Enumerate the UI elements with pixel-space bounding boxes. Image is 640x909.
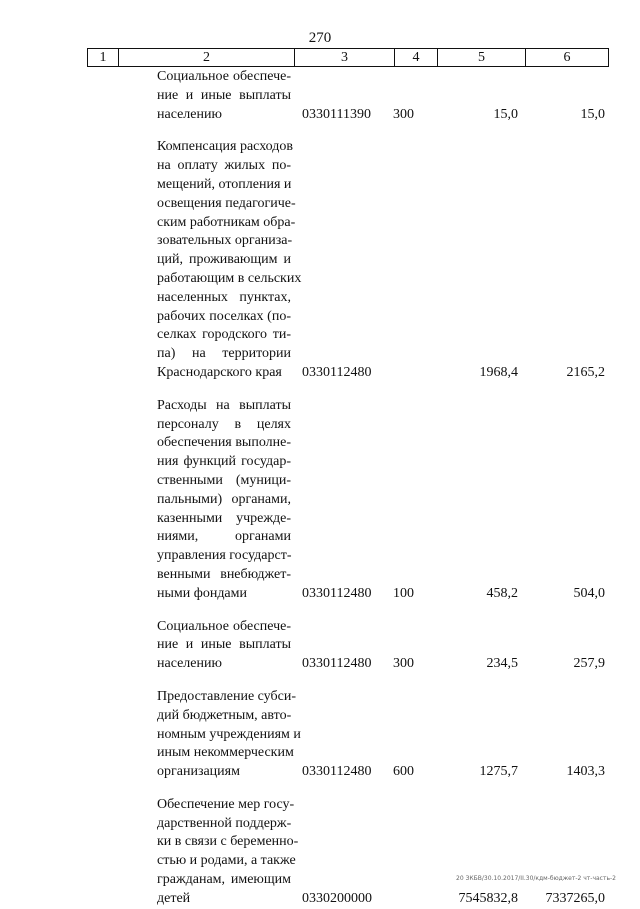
table-row [87, 688, 609, 782]
row-amount-col-6: 7337265,0 [545, 890, 605, 906]
row-name-line: дарственной поддерж- [157, 815, 292, 831]
row-amount-col-6: 2165,2 [566, 364, 605, 380]
row-code: 0330112480 [302, 364, 372, 380]
table-row [87, 68, 609, 124]
row-name-line: дий бюджетным, авто- [157, 707, 292, 723]
row-expense-type: 300 [393, 656, 414, 672]
row-name-line: на оплату жилых по- [157, 158, 291, 174]
row-name-line: рабочих поселках (по- [157, 308, 291, 324]
row-name-line: ния функций государ- [157, 454, 291, 470]
header-col-3: 3 [294, 49, 394, 66]
row-name-line: ственными (муници- [157, 472, 291, 488]
row-amount-col-5: 15,0 [493, 106, 518, 122]
row-name-line: иным некоммерческим [157, 745, 294, 761]
row-name-line: детей [157, 890, 191, 906]
row-name-line: номным учреждениям и [157, 726, 301, 742]
row-expense-type: 100 [393, 585, 414, 601]
table-row [87, 138, 609, 382]
row-name-line: Социальное обеспече- [157, 618, 291, 634]
row-expense-type: 600 [393, 764, 414, 780]
row-name-line: ским работникам обра- [157, 214, 296, 230]
row-name-line: населению [157, 656, 222, 672]
row-name [117, 688, 301, 782]
row-name-line: освещения педагогиче- [157, 195, 296, 211]
row-name [117, 397, 293, 604]
budget-table-body [87, 68, 609, 909]
row-name-line: мещений, отопления и [157, 176, 292, 192]
row-name-line: Краснодарского края [157, 364, 282, 380]
row-name-line: ние и иные выплаты [157, 87, 291, 103]
row-amount-col-5: 7545832,8 [458, 890, 518, 906]
row-name-line: ниями, органами [157, 529, 291, 545]
header-col-5: 5 [437, 49, 525, 66]
row-amount-col-6: 504,0 [573, 585, 605, 601]
row-amount-col-6: 1403,3 [566, 764, 605, 780]
row-name-line: Обеспечение мер госу- [157, 796, 295, 812]
row-amount-col-5: 1968,4 [479, 364, 518, 380]
row-name-line: па) на территории [157, 346, 291, 362]
row-name-line: гражданам, имеющим [157, 872, 291, 888]
table-row [87, 796, 609, 909]
header-col-2: 2 [118, 49, 294, 66]
row-name-line: Предоставление субси- [157, 688, 296, 704]
header-col-4: 4 [394, 49, 437, 66]
row-name-line: организациям [157, 764, 240, 780]
row-amount-col-5: 234,5 [486, 656, 518, 672]
row-name-line: пальными) органами, [157, 491, 291, 507]
row-name [117, 796, 299, 909]
row-name-line: ние и иные выплаты [157, 637, 291, 653]
row-code: 0330200000 [302, 890, 372, 906]
row-code: 0330112480 [302, 585, 372, 601]
row-name-line: зовательных организа- [157, 233, 293, 249]
row-amount-col-6: 257,9 [573, 656, 605, 672]
header-col-1: 1 [99, 50, 107, 65]
row-name-line: казенными учрежде- [157, 510, 291, 526]
footer-note: 20 ЗКБВ/30.10.2017/II.30/кдм-бюджет-2 чт-часть-2 [456, 875, 616, 882]
row-name-line: персоналу в целях [157, 416, 291, 432]
row-name-line: ными фондами [157, 585, 248, 601]
table-row [87, 618, 609, 674]
row-name-line: Расходы на выплаты [157, 397, 291, 413]
row-name-line: Компенсация расходов [157, 139, 293, 155]
row-name-line: Социальное обеспече- [157, 69, 291, 84]
row-name-line: работающим в сельских [157, 270, 302, 286]
row-name-line: стью и родами, а также [157, 853, 296, 869]
row-name [117, 138, 302, 382]
row-name-line: населенных пунктах, [157, 289, 291, 305]
row-name-line: венными внебюджет- [157, 566, 291, 582]
row-name-line: обеспечения выполне- [157, 435, 291, 451]
row-amount-col-5: 1275,7 [479, 764, 518, 780]
row-code: 0330111390 [302, 106, 371, 122]
row-name [117, 68, 293, 124]
table-row [87, 397, 609, 604]
header-col-6: 6 [525, 49, 608, 66]
row-name [117, 618, 293, 674]
row-code: 0330112480 [302, 764, 372, 780]
row-name-line: населению [157, 106, 222, 122]
row-name-line: ций, проживающим и [157, 252, 291, 268]
row-expense-type: 300 [393, 106, 414, 122]
row-amount-col-5: 458,2 [486, 585, 518, 601]
table-header-row [87, 48, 609, 67]
row-name-line: управления государст- [157, 548, 292, 564]
page-number: 270 [308, 30, 332, 46]
row-name-line: селках городского ти- [157, 327, 291, 343]
row-code: 0330112480 [302, 656, 372, 672]
row-name-line: ки в связи с беременно- [157, 834, 299, 850]
row-amount-col-6: 15,0 [580, 106, 605, 122]
